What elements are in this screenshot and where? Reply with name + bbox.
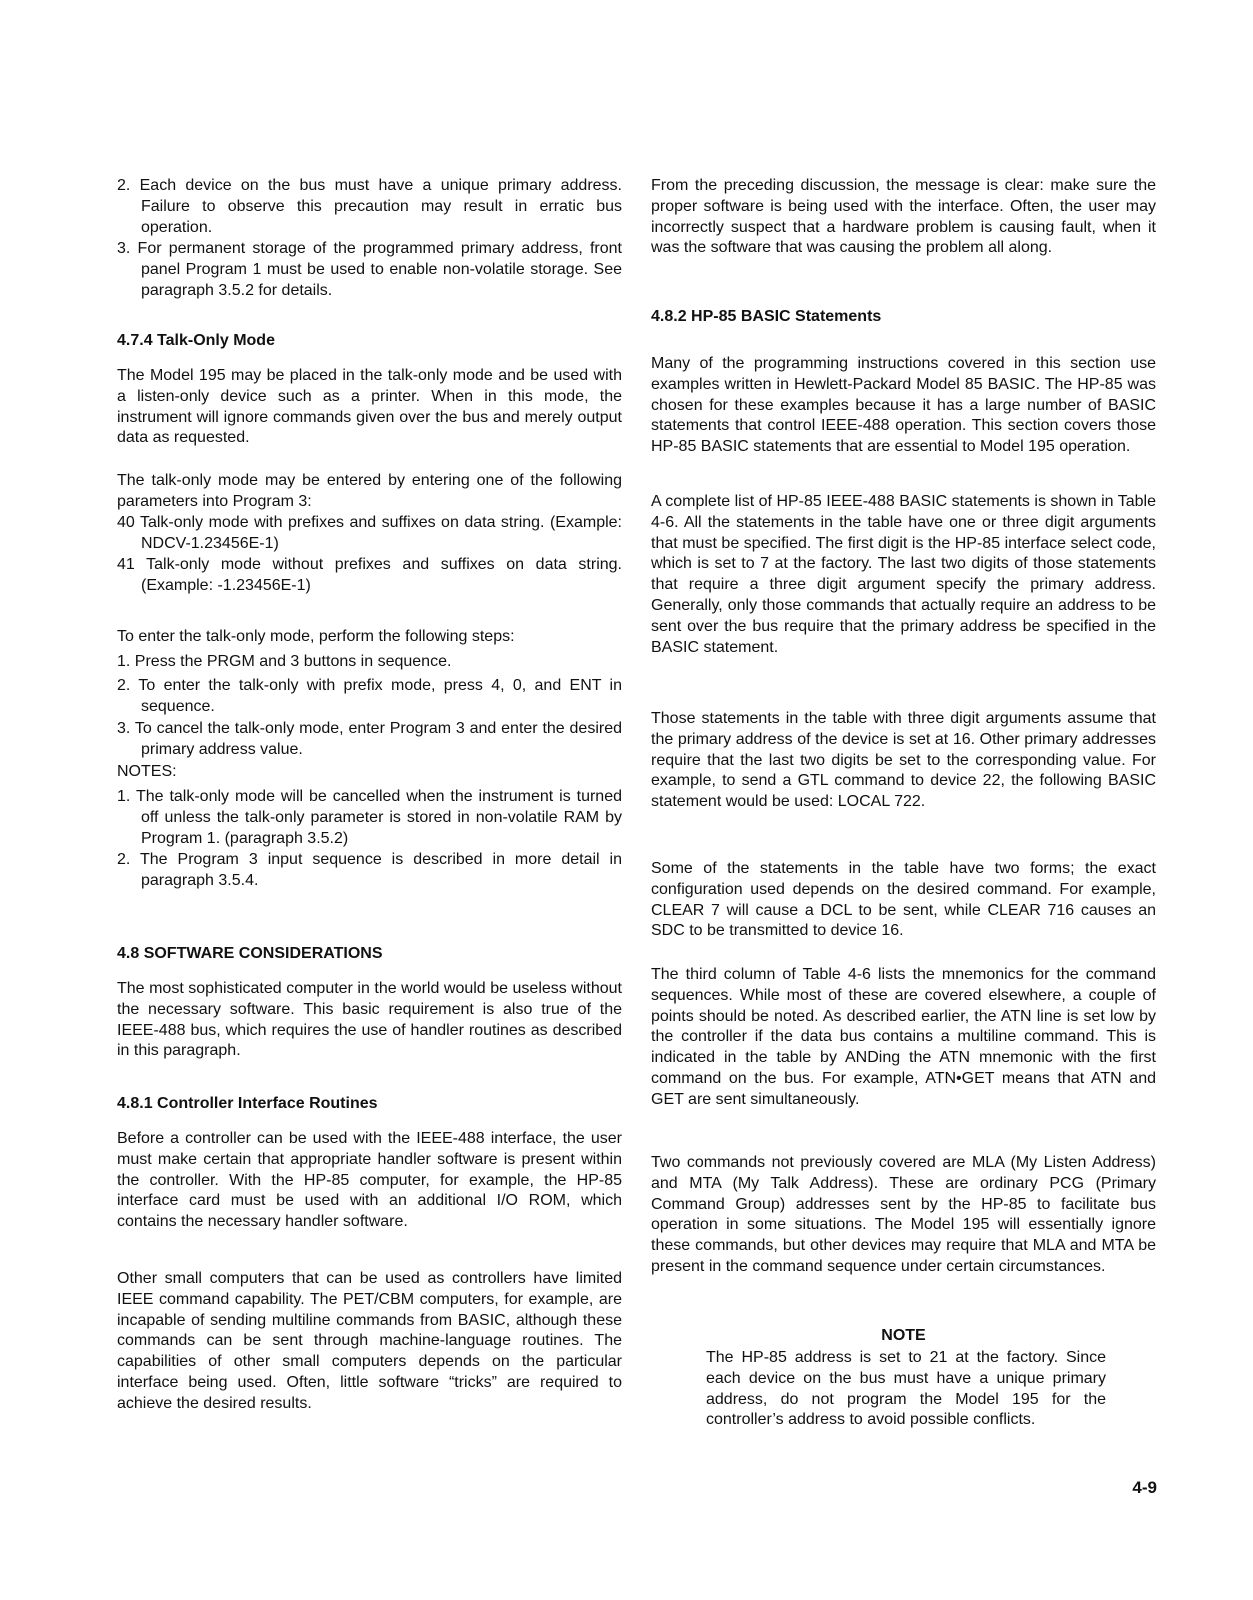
- notes-label: NOTES:: [117, 763, 177, 780]
- list-item: 2. To enter the talk-only with prefix mode, press 4, 0, and ENT in sequence.: [117, 677, 622, 715]
- list-item-text: 2. Each device on the bus must have a unique primary address. Failure to observe this precaution may result in erratic bus operation.: [117, 177, 622, 236]
- list-item: [117, 176, 622, 238]
- paragraph: The Model 195 may be placed in the talk-only mode and be used with a listen-only device such as a printer. When in this mode, the instrument will ignore commands given over the bus and merely output data as requested.: [117, 367, 622, 447]
- page-number: 4-9: [1132, 1478, 1157, 1497]
- paragraph: Other small computers that can be used as controllers have limited IEEE command capability. The PET/CBM computers, for example, are incapable of sending multiline commands from BASIC, although these commands can be sent through machine-language routines. The capabilities of other small computers depends on the particular interface being used. Often, little software “tricks” are required to achieve the desired results.: [117, 1270, 622, 1412]
- note-body: The HP-85 address is set to 21 at the factory. Since each device on the bus must have a unique primary address, do not program the Model 195 for the controller’s address to avoid possible conflicts.: [706, 1349, 1106, 1429]
- paragraph: From the preceding discussion, the message is clear: make sure the proper software is being used with the interface. Often, the user may incorrectly suspect that a hardware problem is causing fault, when it was the software that was causing the problem all along.: [651, 177, 1156, 257]
- paragraph: Some of the statements in the table have two forms; the exact configuration used depends on the desired command. For example, CLEAR 7 will cause a DCL to be sent, while CLEAR 716 causes an SDC to be transmitted to device 16.: [651, 860, 1156, 940]
- note-title: NOTE: [881, 1327, 926, 1344]
- list-item: 2. The Program 3 input sequence is described in more detail in paragraph 3.5.4.: [117, 851, 622, 889]
- section-heading: 4.8.1 Controller Interface Routines: [117, 1095, 378, 1112]
- list-item: [117, 239, 622, 301]
- paragraph: Two commands not previously covered are MLA (My Listen Address) and MTA (My Talk Address). These are ordinary PCG (Primary Command Group) addresses sent by the HP-85 to facilitate bus operation in some situations. The Model 195 will essentially ignore these commands, but other devices may require that MLA and MTA be present in the command sequence under certain circumstances.: [651, 1154, 1156, 1275]
- list-item: 1. The talk-only mode will be cancelled when the instrument is turned off unless the talk-only parameter is stored in non-volatile RAM by Program 1. (paragraph 3.5.2): [117, 788, 622, 847]
- paragraph: To enter the talk-only mode, perform the following steps:: [117, 628, 515, 645]
- paragraph: Many of the programming instructions covered in this section use examples written in Hewlett-Packard Model 85 BASIC. The HP-85 was chosen for these examples because it has a large number of BASIC statements that control IEEE-488 operation. This section covers those HP-85 BASIC statements that are essential to Model 195 operation.: [651, 355, 1156, 456]
- paragraph: Those statements in the table with three digit arguments assume that the primary address of the device is set at 16. Other primary addresses require that the last two digits be set to the corresponding value. For example, to send a GTL command to device 22, the following BASIC statement would be used: LOCAL 722.: [651, 710, 1156, 811]
- section-heading: 4.7.4 Talk-Only Mode: [117, 332, 275, 349]
- list-item: 1. Press the PRGM and 3 buttons in sequence.: [117, 653, 452, 670]
- paragraph: The most sophisticated computer in the world would be useless without the necessary software. This basic requirement is also true of the IEEE-488 bus, which requires the use of handler routines as described in this paragraph.: [117, 980, 622, 1060]
- section-heading: 4.8.2 HP-85 BASIC Statements: [651, 308, 882, 325]
- list-item: 3. To cancel the talk-only mode, enter Program 3 and enter the desired primary address value.: [117, 720, 622, 758]
- section-heading: 4.8 SOFTWARE CONSIDERATIONS: [117, 945, 383, 962]
- paragraph: A complete list of HP-85 IEEE-488 BASIC statements is shown in Table 4-6. All the statements in the table have one or three digit arguments that must be specified. The first digit is the HP-85 interface select code, which is set to 7 at the factory. The last two digits of those statements that require a three digit argument specify the primary address. Generally, only those commands that actually require an address to be sent over the bus require that the primary address be specified in the BASIC statement.: [651, 493, 1156, 656]
- list-item: 41 Talk-only mode without prefixes and suffixes on data string. (Example: -1.23456E-1): [117, 556, 622, 594]
- list-item: 40 Talk-only mode with prefixes and suffixes on data string. (Example: NDCV-1.23456E-1): [117, 514, 622, 552]
- paragraph: The talk-only mode may be entered by entering one of the following parameters into Program 3:: [117, 472, 622, 510]
- list-item-text: 3. For permanent storage of the programmed primary address, front panel Program 1 must be used to enable non-volatile storage. See paragraph 3.5.2 for details.: [117, 240, 622, 299]
- paragraph: The third column of Table 4-6 lists the mnemonics for the command sequences. While most of these are covered elsewhere, a couple of points should be noted. As described earlier, the ATN line is set low by the controller if the data bus contains a multiline command. This is indicated in the table by ANDing the ATN mnemonic with the first command on the bus. For example, ATN•GET means that ATN and GET are sent simultaneously.: [651, 966, 1156, 1108]
- paragraph: Before a controller can be used with the IEEE-488 interface, the user must make certain that appropriate handler software is present within the controller. With the HP-85 computer, for example, the HP-85 interface card must be used with an additional I/O ROM, which contains the necessary handler software.: [117, 1130, 622, 1231]
